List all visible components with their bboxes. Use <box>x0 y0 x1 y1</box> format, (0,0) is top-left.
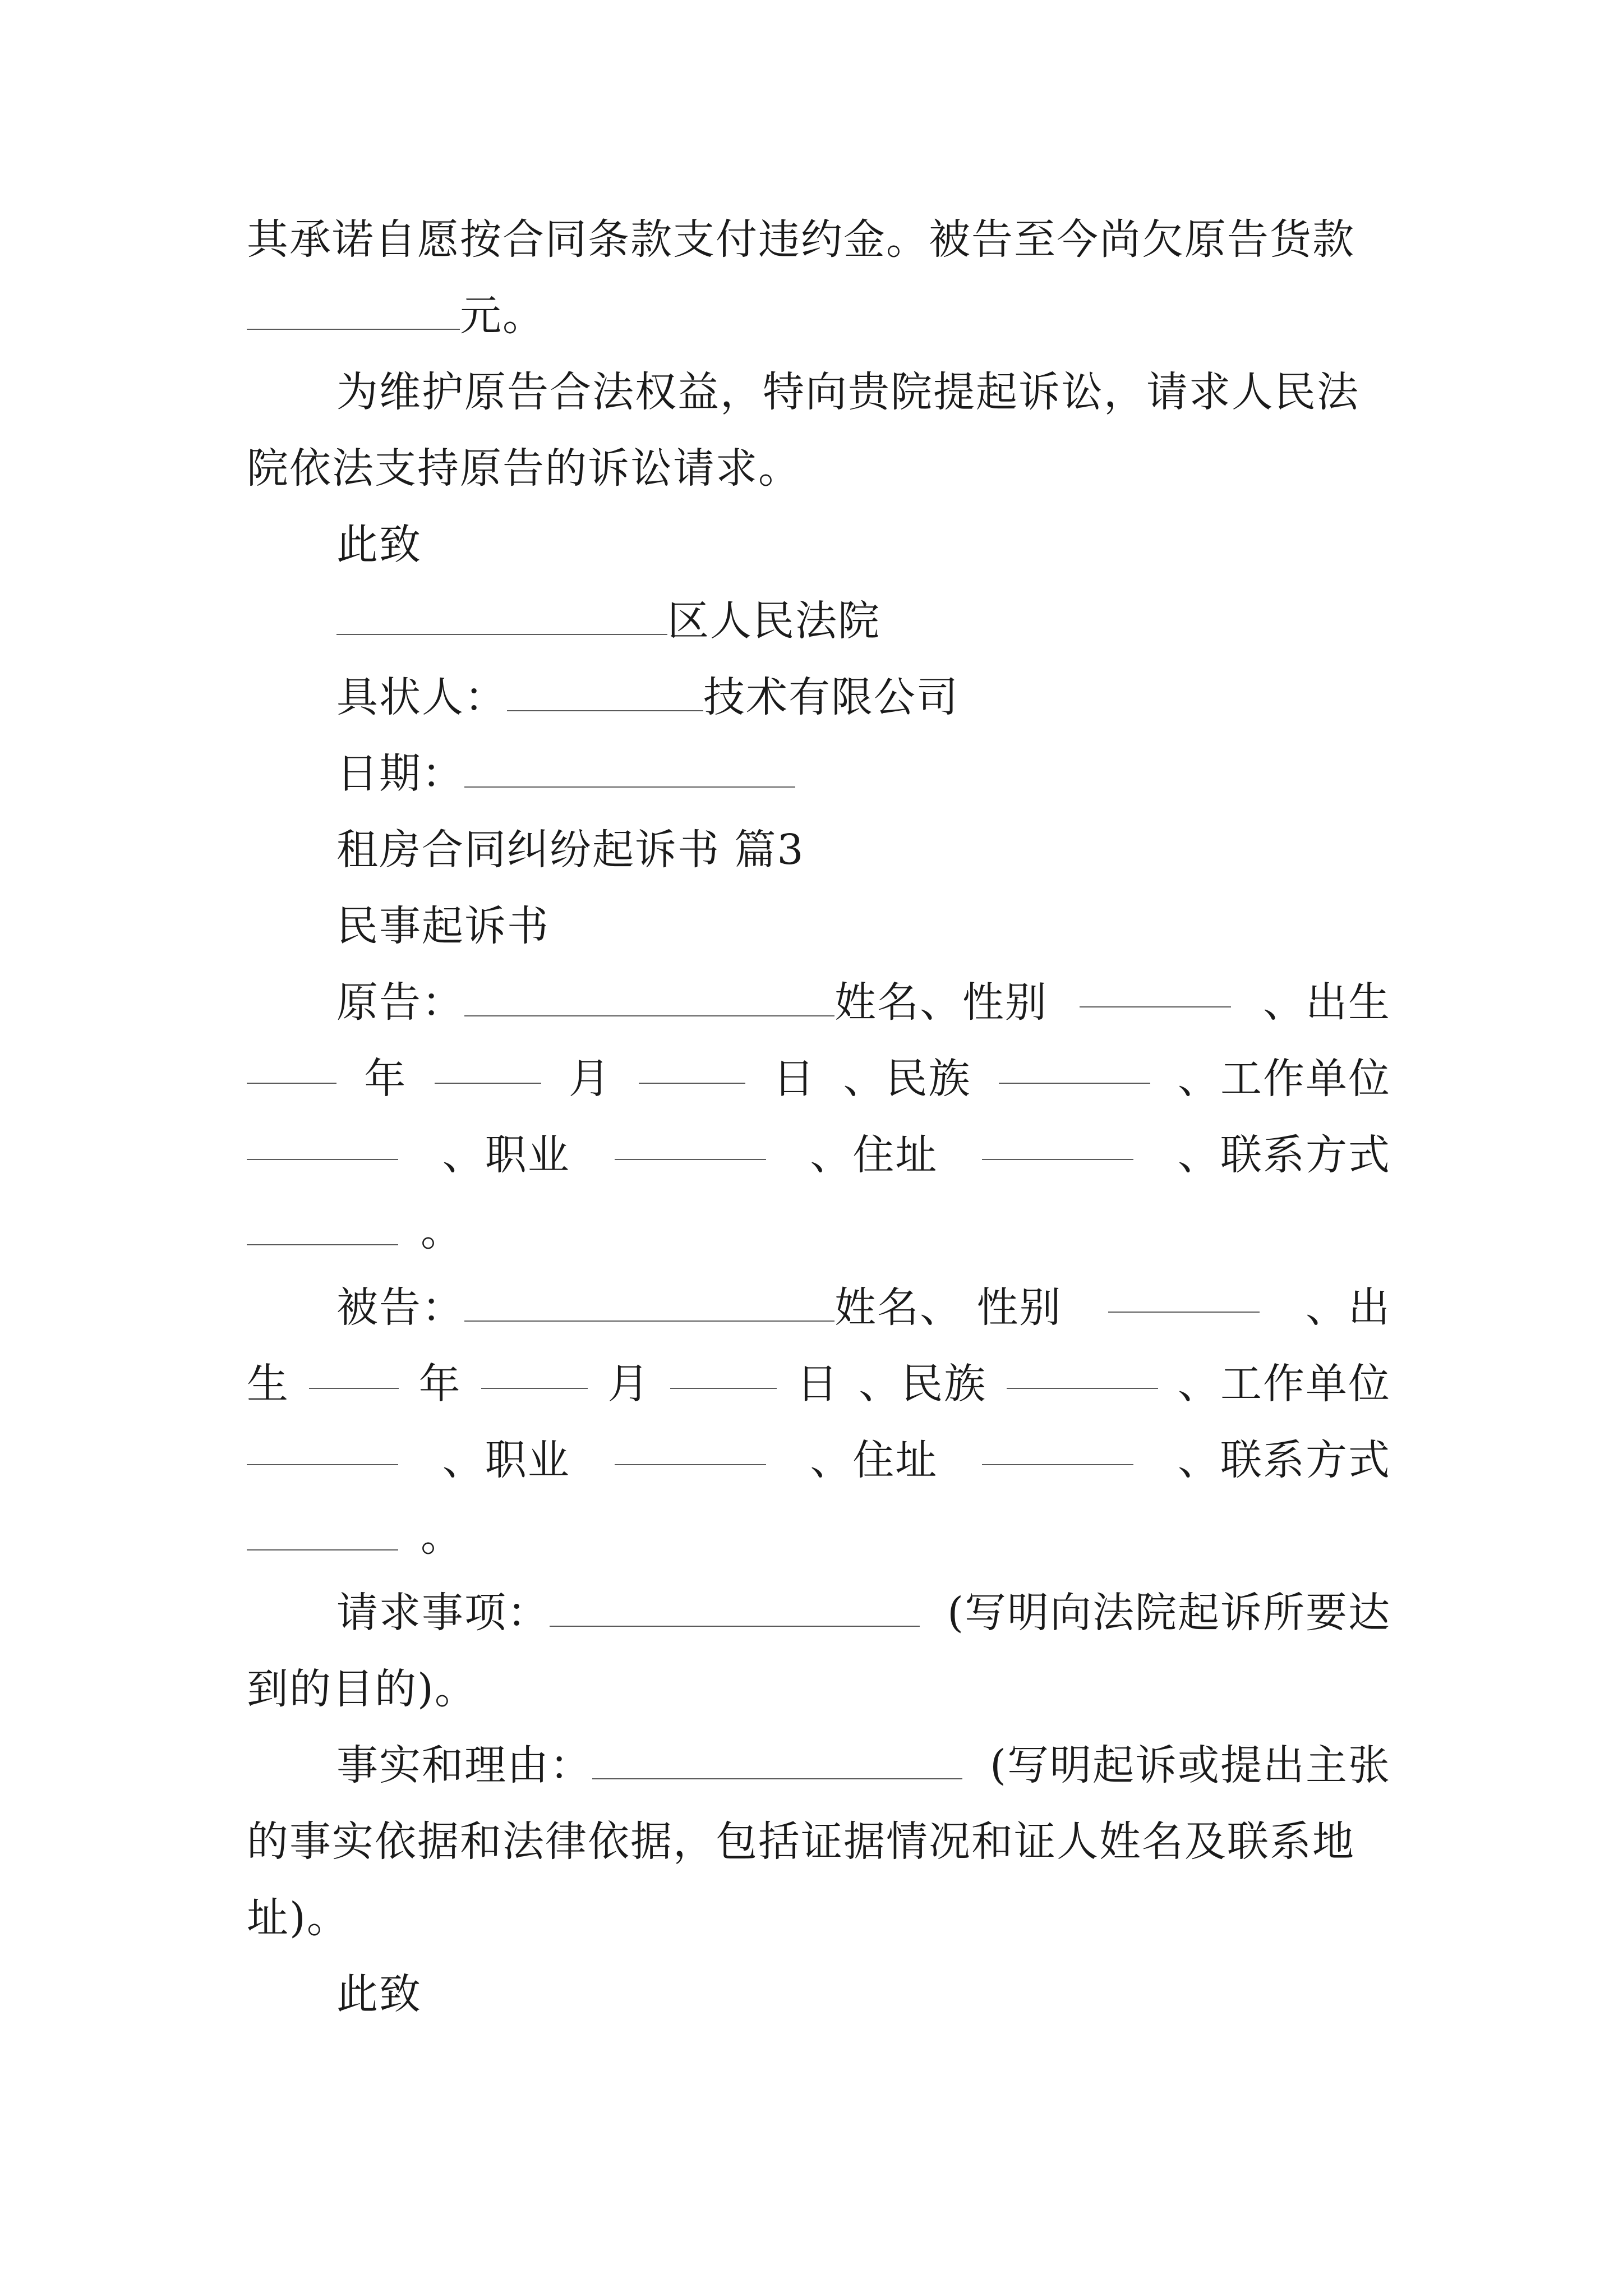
text: 年 <box>418 1360 462 1408</box>
text-line <box>247 209 1391 270</box>
blank <box>615 1124 766 1160</box>
label: 请求事项： <box>336 1589 550 1637</box>
text: 民事起诉书 <box>336 902 550 950</box>
plaintiff-line-4 <box>247 1200 1391 1262</box>
text: 日期： <box>336 749 464 798</box>
text: 、联系方式 <box>1177 1436 1391 1484</box>
text: 、出 <box>1306 1283 1391 1332</box>
text: 、住址 <box>810 1436 938 1484</box>
text: 址)。 <box>247 1894 349 1942</box>
claims-line-2 <box>247 1658 1391 1720</box>
blank-date <box>464 752 795 788</box>
blank <box>639 1048 745 1084</box>
text: 院依法支持原告的诉讼请求。 <box>247 444 801 493</box>
facts-line-3 <box>247 1887 1391 1949</box>
blank <box>247 1429 398 1465</box>
text: 、联系方式 <box>1177 1131 1391 1179</box>
text-line <box>336 743 1391 804</box>
text-line <box>336 514 1391 576</box>
section-heading <box>336 819 1391 881</box>
text: 、职业 <box>442 1436 570 1484</box>
text: 区人民法院 <box>667 597 880 645</box>
facts-line-1 <box>336 1734 1391 1796</box>
text: (写明起诉或提出主张 <box>990 1741 1391 1789</box>
blank <box>1080 972 1231 1007</box>
blank <box>247 1515 398 1550</box>
defendant-line-2 <box>247 1353 1391 1415</box>
text-line <box>336 361 1391 423</box>
text: 为维护原告合法权益，特向贵院提起诉讼，请求人民法 <box>336 368 1359 416</box>
text: 其承诺自愿按合同条款支付违约金。被告至今尚欠原告货款 <box>247 215 1355 264</box>
text-line <box>336 666 1391 728</box>
blank <box>464 981 834 1016</box>
label: 被告： <box>336 1283 464 1332</box>
text: 、民族 <box>859 1360 987 1408</box>
blank <box>247 1124 398 1160</box>
text: 姓名、 性别 <box>834 1283 1062 1332</box>
text: 元。 <box>460 292 545 340</box>
text-line <box>247 285 1391 347</box>
text: 、工作单位 <box>1177 1360 1391 1408</box>
text: 姓名、性别 <box>834 978 1048 1027</box>
claims-line-1 <box>336 1582 1391 1644</box>
text: 。 <box>421 1207 463 1255</box>
text: 、出生 <box>1263 978 1391 1027</box>
blank <box>481 1353 588 1389</box>
blank <box>309 1353 399 1389</box>
blank <box>982 1429 1133 1465</box>
blank <box>1007 1353 1158 1389</box>
defendant-line-1 <box>336 1277 1391 1338</box>
text: 、住址 <box>810 1131 938 1179</box>
blank-company <box>507 675 703 711</box>
text: 年 <box>364 1055 407 1103</box>
blank <box>670 1353 777 1389</box>
plaintiff-line-3 <box>247 1124 1391 1186</box>
text-line <box>247 438 1391 499</box>
text: 租房合同纠纷起诉书 篇3 <box>336 826 805 874</box>
text: 技术有限公司 <box>703 673 959 721</box>
defendant-line-4 <box>247 1506 1391 1567</box>
text: 月 <box>568 1055 611 1103</box>
blank <box>435 1048 541 1084</box>
text: 此致 <box>336 1970 422 2018</box>
text: 。 <box>421 1512 463 1561</box>
text: (写明向法院起诉所要达 <box>947 1589 1391 1637</box>
text: 、工作单位 <box>1178 1055 1391 1103</box>
plaintiff-line-2 <box>247 1048 1391 1110</box>
label: 事实和理由： <box>336 1741 592 1789</box>
blank <box>247 1209 398 1245</box>
text: 具状人： <box>336 673 507 721</box>
document-title <box>336 895 1391 957</box>
text: 此致 <box>336 521 422 569</box>
text: 生 <box>247 1360 289 1408</box>
blank <box>1108 1277 1260 1313</box>
blank <box>982 1124 1133 1160</box>
text: 月 <box>607 1360 651 1408</box>
blank <box>615 1429 766 1465</box>
text: 到的目的)。 <box>247 1665 477 1713</box>
plaintiff-line-1 <box>336 972 1391 1033</box>
blank-amount <box>247 294 460 330</box>
text: 、民族 <box>843 1055 971 1103</box>
text-line <box>336 590 1391 652</box>
blank <box>999 1048 1150 1084</box>
blank <box>550 1591 920 1627</box>
blank-court <box>336 599 667 635</box>
text: 、职业 <box>442 1131 570 1179</box>
text: 日 <box>773 1055 816 1103</box>
defendant-line-3 <box>247 1429 1391 1491</box>
text: 的事实依据和法律依据，包括证据情况和证人姓名及联系地 <box>247 1818 1355 1866</box>
facts-line-2 <box>247 1811 1391 1872</box>
label: 原告： <box>336 978 464 1027</box>
blank <box>592 1743 962 1779</box>
blank <box>247 1048 336 1084</box>
closing-line <box>336 1963 1391 2025</box>
blank <box>464 1286 834 1322</box>
text: 日 <box>796 1360 839 1408</box>
